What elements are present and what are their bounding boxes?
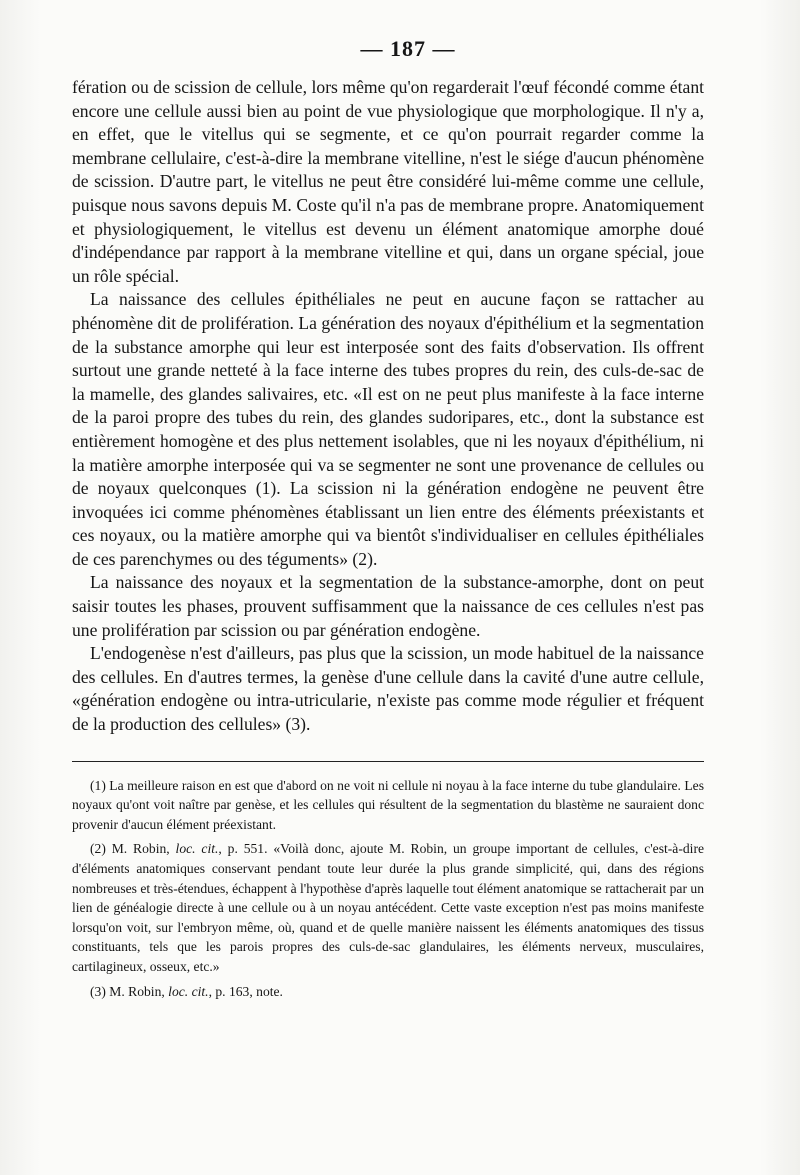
footnotes (72, 776, 704, 1002)
paragraph-endogenesis: L'endogenèse n'est d'ailleurs, pas plus que la scission, un mode habituel de la naissance des cellules. En d'autres termes, la genèse d'une cellule dans la cavité d'une autre cellule, «génération endogène ou intra-utricularie, n'existe pas comme mode régulier et fréquent de la production des cellules» (3). (72, 643, 704, 735)
footnote-2 (72, 839, 704, 976)
paragraph-nuclei-birth: La naissance des noyaux et la segmentation de la substance-amorphe, dont on peut saisir toutes les phases, prouvent suffisamment que la naissance de ces cellules n'est pas une prolifération par scission ou par génération endogène. (72, 572, 704, 640)
footnote-divider (72, 761, 704, 762)
paragraph-epithelial-cells: La naissance des cellules épithéliales ne peut en aucune façon se rattacher au phénomène dit de prolifération. La génération des noyaux d'épithélium et la segmentation de la substance amorphe qui leur est interposée sont des faits d'observation. Ils offrent surtout une grande netteté à la face interne des tubes propres du rein, des culs-de-sac de la mamelle, des glandes salivaires, etc. «Il est on ne peut plus manifeste à la face interne de la paroi propre des tubes du rein, des glandes sudoripares, etc., dont la substance est entièrement homogène et des plus nettement isolables, que ni les noyaux d'épithélium, ni la matière amorphe interposée qui va se segmenter ne sont une provenance de cellules ou de noyaux quelconques (1). La scission ni la génération endogène ne peuvent être invoquées ici comme phénomènes établissant un lien entre des éléments préexistants et ces noyaux, ou la matière amorphe qui va bientôt s'individualiser en cellules épithéliales de ces parenchymes ou des téguments» (2). (72, 289, 704, 569)
footnote-3-author: (3) M. Robin, (90, 983, 165, 999)
paragraph-continuation: fération ou de scission de cellule, lors même qu'on regarderait l'œuf fécondé comme étant encore une cellule aussi bien au point de vue physiologique que morphologique. Il n'y a, en effet, que le vitellus qui se segmente, et ce qu'on pourrait regarder comme la membrane cellulaire, c'est-à-dire la membrane vitelline, n'est le siége d'aucun phénomène de scission. D'autre part, le vitellus ne peut être considéré lui-même comme une cellule, puisque nous savons depuis M. Coste qu'il n'a pas de membrane propre. Anatomiquement et physiologiquement, le vitellus est devenu un élément anatomique amorphe doué d'indépendance par rapport à la membrane vitelline et qui, dans un organe spécial, joue un rôle spécial. (72, 77, 704, 286)
page-number: — 187 — (360, 36, 456, 61)
main-text (72, 76, 704, 737)
footnote-1: (1) La meilleure raison en est que d'abord on ne voit ni cellule ni noyau à la face interne du tube glandulaire. Les noyaux qu'ont voit naître par genèse, et les cellules qui résultent de la segmentation du blastème ne sauraient donc provenir d'aucun élément préexistant. (72, 777, 704, 832)
footnote-2-citation: loc. cit. (175, 841, 219, 857)
footnote-3-citation: loc. cit. (168, 983, 209, 999)
footnote-3 (72, 982, 704, 1002)
footnote-2-author: (2) M. Robin, (90, 841, 170, 857)
footnote-2-body: , p. 551. «Voilà donc, ajoute M. Robin, un groupe important de cellules, c'est-à-dire d'éléments anatomiques conservant pendant toute leur durée la plus grande simplicité, qui, dans des régions nombreuses et très-étendues, échappent à l'hypothèse d'après laquelle tout élément anatomique se rattacherait par un lien de généalogie directe à une cellule ou à un noyau antécédent. Cette vaste exception n'est pas moins manifeste lorsqu'on voit, sur l'embryon même, où, quand et de quelle manière naissent les éléments anatomiques des tissus constituants, tels que les parois propres des culs-de-sac glandulaires, les éléments nerveux, musculaires, cartilagineux, osseux, etc.» (72, 841, 705, 974)
footnote-3-body: , p. 163, note. (208, 983, 283, 999)
